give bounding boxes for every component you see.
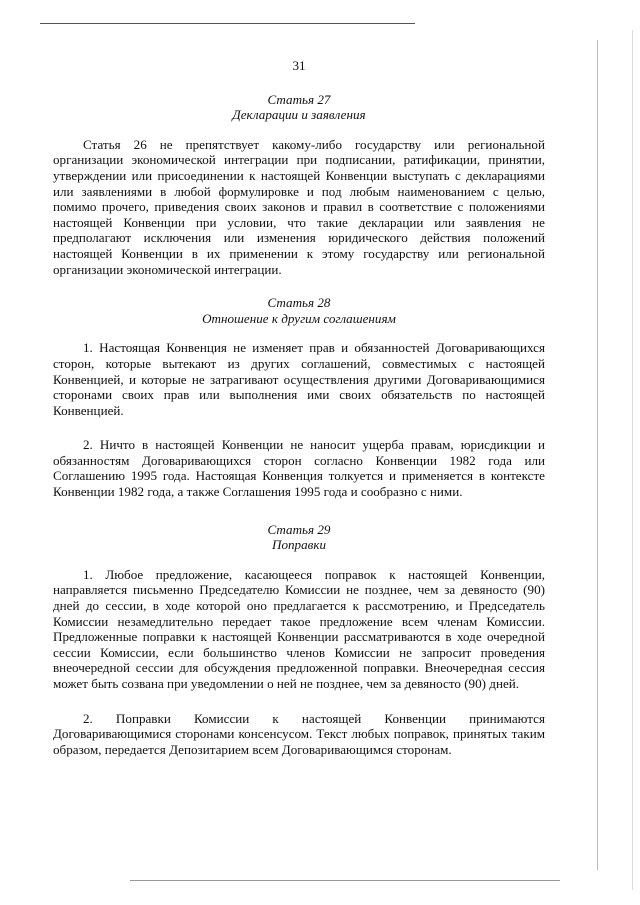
- article-title: Статья 29: [267, 521, 331, 537]
- article-subtitle: Декларации и заявления: [232, 107, 366, 123]
- document-page: [53, 58, 545, 757]
- right-scan-edge-outer: [632, 30, 633, 890]
- paragraph: 2. Поправки Комиссии к настоящей Конвенции принимаются Договаривающимися сторонами консенсусом. Текст любых поправок, принятых таким образом, передается Депозитарием всем Договаривающимся сторонам.: [53, 710, 545, 757]
- paragraph: 2. Ничто в настоящей Конвенции не наносит ущерба правам, юрисдикции и обязанностям Договаривающихся сторон согласно Конвенции 1982 года или Соглашению 1995 года. Настоящая Конвенция толкуется и применяется в контексте Конвенции 1982 года, а также Соглашения 1995 года и сообразно с ними.: [53, 437, 545, 500]
- paragraph: Статья 26 не препятствует какому-либо государству или региональной организации экономической интеграции при подписании, ратификации, принятии, утверждении или присоединении к настоящей Конвенции выступать с декларациями или заявлениями в любой формулировке и под любым наименованием с целью, помимо прочего, приведения своих законов и правил в соответствие с положениями настоящей Конвенции при условии, что такие декларации или заявления не предполагают исключения или изменения юридического действия положений настоящей Конвенции в их применении к этому государству или региональной организации экономической интеграции.: [53, 136, 545, 277]
- right-scan-edge: [597, 40, 598, 870]
- paragraph: 1. Настоящая Конвенция не изменяет прав и обязанностей Договаривающихся сторон, которые вытекают из других соглашений, совместимых с настоящей Конвенцией, и которые не затрагивают осуществления другими Договаривающимися сторонами своих прав или выполнения ими своих обязательств по настоящей Конвенцией.: [53, 340, 545, 418]
- bottom-scan-rule: [130, 880, 560, 881]
- article-title: Статья 27: [267, 91, 331, 107]
- article-27: [53, 92, 545, 278]
- article-title: Статья 28: [267, 295, 331, 311]
- paragraph: 1. Любое предложение, касающееся поправок к настоящей Конвенции, направляется письменно Председателю Комиссии не позднее, чем за девяносто (90) дней до сессии, в ходе которой оно предлагается к рассмотрению, и Председатель Комиссии незамедлительно передает такое предложение всем членам Комиссии. Предложенные поправки к настоящей Конвенции рассматриваются в ходе очередной сессии Комиссии, если большинство членов Комиссии не запросит проведения внеочередной сессии для обсуждения предложенной поправки. Внеочередная сессия может быть созвана при уведомлении о ней не позднее, чем за девяносто (90) дней.: [53, 566, 545, 691]
- article-subtitle: Поправки: [272, 537, 326, 553]
- article-29: [53, 522, 545, 758]
- article-28: [53, 295, 545, 500]
- page-number: 31: [292, 58, 306, 73]
- article-subtitle: Отношение к другим соглашениям: [202, 310, 396, 326]
- top-scan-rule: [40, 23, 415, 24]
